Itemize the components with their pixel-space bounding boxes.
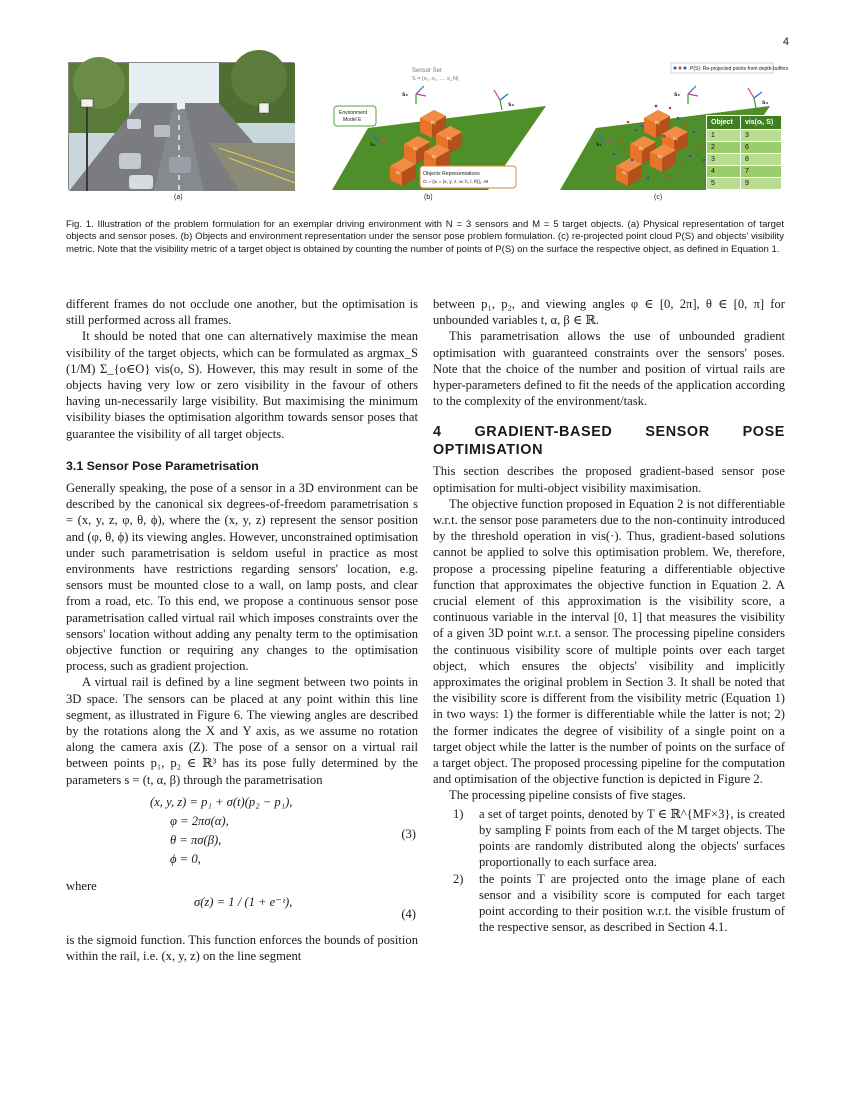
paragraph: The processing pipeline consists of five stages. [449,788,686,803]
where-label: where [66,878,97,893]
environment-box [334,106,376,126]
sensor-icon-s3 [494,90,508,110]
environment-label-1: Environment [339,110,368,116]
table-cell: 9 [740,178,781,190]
equation-line: θ = πσ(β), [170,832,222,847]
object-label-c-o5: o₅ [655,120,660,126]
sublabel-b: (b) [424,194,433,201]
equation-line: φ = 2πσ(α), [170,813,229,828]
table-row [707,142,782,154]
road-scene-image [69,63,295,191]
equation-line: σ(z) = 1 / (1 + e⁻ᶻ), [194,895,293,910]
road-photo [68,62,294,190]
table-cell: 8 [740,154,781,166]
object-label-c-o4: o₄ [673,136,678,142]
environment-label-2: Model E [343,117,362,123]
visibility-table [706,115,782,190]
paragraph: This parametrisation allows the use of unbounded gradient optimisation with guaranteed constraints over the sensors' poses. Note that the choice of the number and position of virtual rails are hyper-parameters defined to fit the needs of the application according to the complexity of the environment/task. [433,329,785,409]
table-cell: 3 [707,154,741,166]
sublabel-c: (c) [654,194,663,201]
paragraph: different frames do not occlude one another, but the optimisation is still performed across all frames. [66,297,418,328]
equation-line: ϕ = 0, [170,851,201,866]
equation-4 [66,894,418,932]
sensor-label-s3: s₃ [508,102,515,108]
section-heading-3-1: 3.1 Sensor Pose Parametrisation [66,458,259,473]
paragraph: Generally speaking, the pose of a sensor in a 3D environment can be described by the canonical six degrees-of-freedom parametrisation s = (x, y, z, φ, θ, ϕ), where the (x, y, z) represent the sensor position and (φ, θ, ϕ) its viewing angles. However, unconstrained optimisation under such parametrisation is seldom useful in practice as most environments have restrictions regarding sensors' location, e.g. sensors must be mounted close to a wall, on lamp posts, and clear from a road, etc. To this end, we propose a continuous sensor pose parametrisation called virtual rail which imposes constraints over the sensors' location without adding any penalty term to the optimisation objective function or requiring any changes to the optimisation process, such as gradient projection. [66,481,418,674]
table-cell: 4 [707,166,741,178]
page-number: 4 [782,36,789,48]
table-cell: 6 [740,142,781,154]
object-label-o3: o₃ [413,146,418,152]
equation-3 [66,794,418,874]
left-column [66,296,418,965]
objects-rep-label-2: O = {oᵢ = (x, y, z, w, h, l, θ)}₁..M [423,180,489,185]
figure-1 [66,60,789,210]
sensor-set-formula: S = {s₁, s₂, ..., s_N} [412,76,459,82]
objects-rep-label-1: Objects Representations [423,171,480,177]
sensor-label-c-s3: s₃ [762,100,769,106]
sensor-label-c-s2: s₂ [674,92,681,98]
table-header-vis: vis(oᵢ, S) [740,116,781,130]
panel-b-diagram [328,60,548,202]
paragraph: A virtual rail is defined by a line segment between two points in 3D space. The sensors can be placed at any point within this line segment, as illustrated in Figure 6. The viewing angles are described by the rotations along the X and Y axis, as we assume no rotation along the camera axis (Z). The pose of a sensor on a virtual rail between points p₁, p₂ ∈ ℝ³ has its pose fully determined by the parameters s = (t, α, β) through the parametrisation [66,675,418,787]
sublabel-a: (a) [174,194,183,201]
table-cell: 7 [740,166,781,178]
object-label-o1: o₁ [396,170,401,176]
sensor-label-c-s1: s₁ [596,142,602,148]
sensor-label-s2: s₂ [402,92,409,98]
sensor-icon-s2 [416,86,426,104]
paragraph: The objective function proposed in Equation 2 is not differentiable w.r.t. the sensor pose parameters due to the non-continuity introduced by the threshold operation in vis(·). Thus, gradient-based solutions cannot be applied to solve this optimisation problem. We, therefore, propose a processing pipeline featuring a differentiable objective function that approximates the objective function in Equation 2. A crucial element of this approximation is the visibility score, a continuous variable in the interval [0, 1] that measures the visibility of a given 3D point w.r.t. a sensor. The processing pipeline considers the continuous visibility score of multiple points over each target object, which ensures the objects' visibility and implicitly approximates the original problem in Section 3. It shall be noted that the visibility score is different from the visibility metric (Equation 1) in two ways: 1) the former is differentiable while the latter is not; 2) the former indicates the degree of visibility of a single point on a target object while the latter is the number of points on the surface of a target object. The proposed processing pipeline for the computation and optimisation of the objective function is depicted in Figure 2. [433,496,785,787]
table-cell: 5 [707,178,741,190]
list-number: 2) [453,871,464,886]
table-cell: 2 [707,142,741,154]
object-label-c-o1: o₁ [622,170,627,176]
object-label-o4: o₄ [447,136,452,142]
table-row [707,130,782,142]
object-label-c-o3: o₃ [639,146,644,152]
paragraph: It should be noted that one can alternatively maximise the mean visibility of the target objects, which can be formulated as argmax_S (1/M) Σ_{o∈O} vis(o, S). However, this may result in some of the objects having very low or zero visibility in the favour of others having un-necessarily large visibility. But maximising the minimum visibility biases the optimisation algorithm towards sensor poses that guarantee the visibility of all target objects. [66,329,418,441]
legend-text: P(S): Re-projected points from depth-buffers [690,66,789,72]
sensor-icon-c-s3 [748,88,762,108]
table-row [707,154,782,166]
table-row [707,166,782,178]
paragraph: is the sigmoid function. This function enforces the bounds of position within the rail, i.e. (x, y, z) on the line segment [66,933,418,964]
table-cell: 3 [740,130,781,142]
list-text: the points T are projected onto the image plane of each sensor and a visibility score is computed for each target point according to their position w.r.t. the visible frustum of the respective sensor, as described in Section 4.1. [479,871,785,935]
object-label-c-o2: o₂ [658,154,663,160]
list-item [433,806,785,871]
paragraph: This section describes the proposed gradient-based sensor pose optimisation for multi-object visibility maximisation. [433,464,785,495]
equation-number: (4) [401,907,416,922]
equation-number: (3) [401,826,416,841]
equation-line: (x, y, z) = p₁ + σ(t)(p₂ − p₁), [150,794,293,809]
table-header-object: Object [707,116,741,130]
sensor-icon-c-s2 [688,86,698,104]
sensor-label-s1: s₁ [370,142,376,148]
sensor-set-title: Sensor Set [412,68,442,74]
list-item [433,871,785,936]
pipeline-stage-list [433,806,785,936]
section-heading-4: 4 GRADIENT-BASED SENSOR POSE OPTIMISATION [433,424,785,459]
object-label-o5: o₅ [431,120,436,126]
table-row [707,178,782,190]
list-number: 1) [453,806,464,821]
object-label-o2: o₂ [432,154,437,160]
table-cell: 1 [707,130,741,142]
paragraph: between p₁, p₂, and viewing angles φ ∈ [0, 2π], θ ∈ [0, π] for unbounded variables t, α, β ∈ ℝ. [433,297,785,328]
figure-caption: Fig. 1. Illustration of the problem formulation for an exemplar driving environment with N = 3 sensors and M = 5 target objects. (a) Physical representation of target objects and sensor poses. (b) Objects and environment representation under the sensor pose problem formulation. (c) re-projected point cloud P(S) and objects' visibility metric. Note that the visibility metric of a target object is obtained by counting the number of points of P(S) on the surface the respective object, as defined in Equation 1. [66,219,784,255]
right-column [433,296,785,935]
list-text: a set of target points, denoted by T ∈ ℝ^{MF×3}, is created by sampling F points from each of the M target objects. The points are randomly distributed along the objects' surfaces proportionally to each surface area. [479,806,785,870]
